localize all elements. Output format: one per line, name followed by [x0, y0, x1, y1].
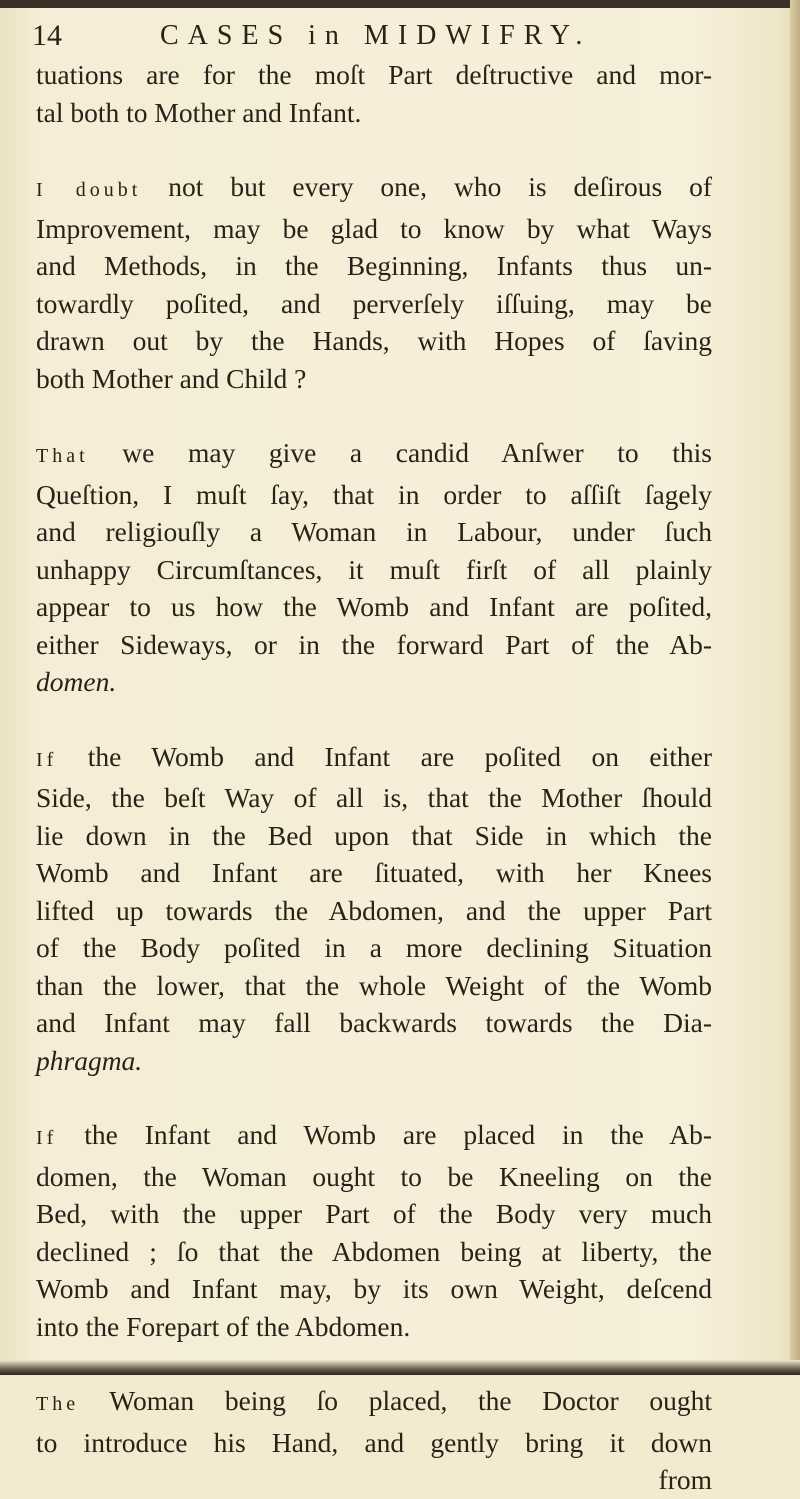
text-line: unhappy Circumſtances, it muſt firſt of all plainly — [36, 553, 712, 585]
paragraph-6 — [36, 1382, 712, 1461]
text-line: to introduce his Hand, and gently bring it down — [36, 1426, 712, 1458]
paragraph-3 — [36, 434, 712, 701]
page-number: 14 — [32, 19, 62, 52]
text-line: Womb and Infant may, by its own Weight, deſcend — [36, 1273, 712, 1304]
text-line: domen. — [36, 666, 117, 697]
text-line: tuations are for the moſt Part deſtructive and mor- — [36, 59, 712, 90]
page-header — [32, 14, 772, 58]
text-line: tal both to Mother and Infant. — [36, 96, 362, 128]
text-line: and Infant may fall backwards towards the Dia- — [36, 1007, 712, 1038]
text-line: Womb and Infant are ſituated, with her Knees — [36, 857, 712, 888]
text-line: than the lower, that the whole Weight of the Womb — [36, 969, 712, 1001]
text-line: either Sideways, or in the forward Part of the Ab- — [36, 628, 712, 660]
small-caps-lead: That — [36, 445, 89, 467]
catchword: from — [658, 1464, 712, 1495]
text-line: lifted up towards the Abdomen, and the upper Part — [36, 894, 712, 926]
text-line: into the Forepart of the Abdomen. — [36, 1310, 411, 1342]
text-line: The Woman being ſo placed, the Doctor ought — [36, 1385, 712, 1416]
paragraph-4 — [36, 738, 712, 1080]
paragraph-1 — [36, 56, 712, 131]
text-line: phragma. — [36, 1044, 143, 1076]
text-line: appear to us how the Womb and Infant are poſited, — [36, 591, 712, 622]
paragraph-2 — [36, 168, 712, 397]
text-line: Bed, with the upper Part of the Body very much — [36, 1198, 712, 1229]
small-caps-lead: If — [36, 748, 58, 771]
small-caps-lead: The — [36, 1393, 80, 1415]
page-gutter-edge — [790, 0, 800, 1375]
text-line: towardly poſited, and perverſely iſſuing, may be — [36, 287, 712, 319]
text-line: If the Infant and Womb are placed in the Ab- — [36, 1119, 712, 1150]
text-line: lie down in the Bed upon that Side in which the — [36, 819, 712, 851]
text-line: Queſtion, I muſt ſay, that in order to aſſiſt ſagely — [36, 478, 712, 510]
text-line: If the Womb and Infant are poſited on either — [36, 740, 712, 772]
text-line: of the Body poſited in a more declining Situation — [36, 932, 712, 963]
running-head: CASES in MIDWIFRY. — [160, 20, 592, 51]
text-line: declined ; ſo that the Abdomen being at liberty, the — [36, 1235, 712, 1267]
text-line: and religiouſly a Woman in Labour, under ſuch — [36, 516, 712, 547]
text-line: That we may give a candid Anſwer to this — [36, 437, 712, 468]
text-line: Side, the beſt Way of all is, that the Mother ſhould — [36, 782, 712, 813]
text-line: drawn out by the Hands, with Hopes of ſaving — [36, 325, 712, 356]
text-line: I doubt not but every one, who is deſirous of — [36, 171, 713, 202]
text-line: and Methods, in the Beginning, Infants thus un- — [36, 250, 712, 281]
small-caps-lead: If — [36, 1127, 58, 1149]
text-line: domen, the Woman ought to be Kneeling on the — [36, 1160, 712, 1192]
text-line: both Mother and Child ? — [36, 362, 307, 394]
body-text — [36, 56, 712, 1499]
small-caps-lead: I doubt — [36, 179, 142, 201]
paragraph-5 — [36, 1116, 712, 1345]
page-top-edge — [0, 0, 800, 8]
text-line: Improvement, may be glad to know by what Ways — [36, 212, 712, 244]
